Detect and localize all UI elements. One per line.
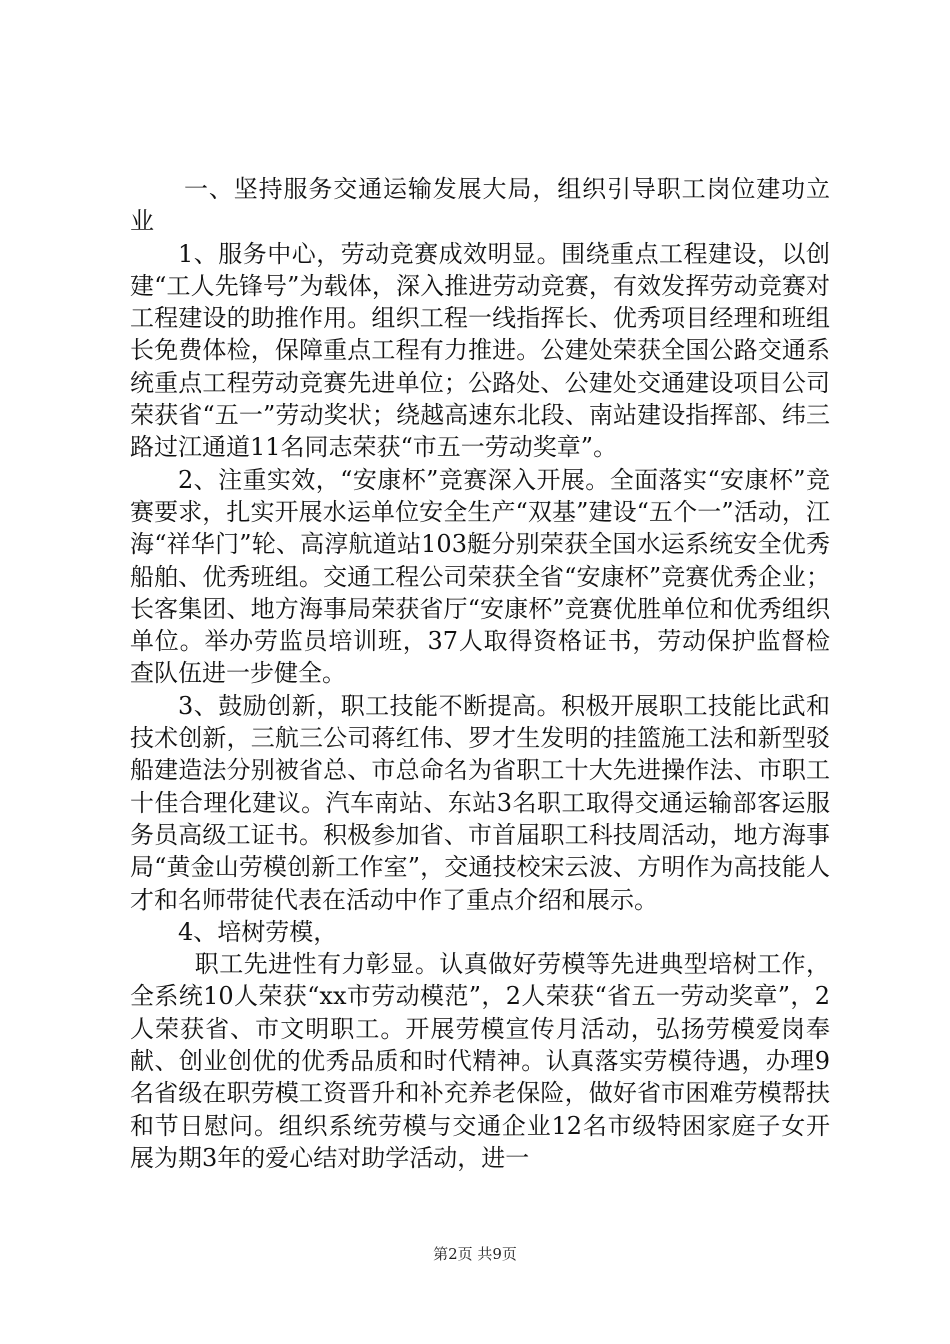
paragraph-model-workers-title: 4、培树劳模， bbox=[178, 917, 338, 946]
paragraph-innovation: 3、鼓励创新，职工技能不断提高。积极开展职工技能比武和技术创新，三航三公司蒋红伟、罗才生发明的挂篮施工法和新型驳船建造法分别被省总、市总命名为省职工十大先进操作法、市职工十佳合理化建议。汽车南站、东站3名职工取得交通运输部客运服务员高级工证书。积极参加省、市首届职工科技周活动，地方海事局“黄金山劳模创新工作室”，交通技校宋云波、方明作为高技能人才和名师带徒代表在活动中作了重点介绍和展示。 bbox=[130, 691, 830, 914]
paragraph-ankang-cup: 2、注重实效，“安康杯”竞赛深入开展。全面落实“安康杯”竞赛要求，扎实开展水运单位安全生产“双基”建设“五个一”活动，江海“祥华门”轮、高淳航道站103艇分别荣获全国水运系统安全优秀船舶、优秀班组。交通工程公司荣获全省“安康杯”竞赛优秀企业；长客集团、地方海事局荣获省厅“安康杯”竞赛优胜单位和优秀组织单位。举办劳监员培训班，37人取得资格证书，劳动保护监督检查队伍进一步健全。 bbox=[130, 465, 830, 688]
document-body bbox=[130, 173, 830, 1174]
paragraph-labor-competition: 1、服务中心，劳动竞赛成效明显。围绕重点工程建设，以创建“工人先锋号”为载体，深入推进劳动竞赛，有效发挥劳动竞赛对工程建设的助推作用。组织工程一线指挥长、优秀项目经理和班组长免费体检，保障重点工程有力推进。公建处荣获全国公路交通系统重点工程劳动竞赛先进单位；公路处、公建处交通建设项目公司荣获省“五一”劳动奖状；绕越高速东北段、南站建设指挥部、纬三路过江通道11名同志荣获“市五一劳动奖章”。 bbox=[130, 239, 830, 462]
paragraph-model-workers: 职工先进性有力彰显。认真做好劳模等先进典型培树工作，全系统10人荣获“xx市劳动模范”，2人荣获“省五一劳动奖章”，2人荣获省、市文明职工。开展劳模宣传月活动，弘扬劳模爱岗奉献、创业创优的优秀品质和时代精神。认真落实劳模待遇，办理9名省级在职劳模工资晋升和补充养老保险，做好省市困难劳模帮扶和节日慰问。组织系统劳模与交通企业12名市级特困家庭子女开展为期3年的爱心结对助学活动，进一 bbox=[130, 950, 830, 1172]
section-heading: 一、坚持服务交通运输发展大局，组织引导职工岗位建功立业 bbox=[130, 175, 830, 236]
page-footer: 第2页 共9页 bbox=[433, 1245, 517, 1263]
